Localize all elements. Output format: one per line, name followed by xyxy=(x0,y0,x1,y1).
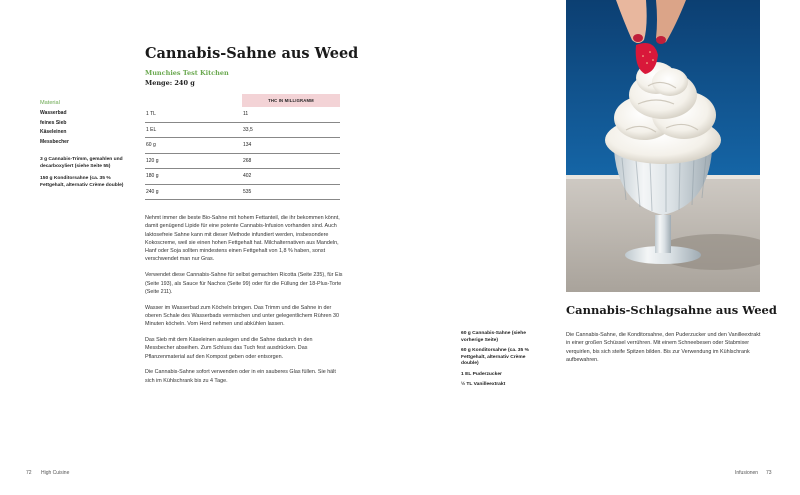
thc-table xyxy=(145,94,340,200)
table-cell-thc: 268 xyxy=(242,153,340,169)
table-cell-amount: 240 g xyxy=(145,184,242,200)
ingredients-list-whipped xyxy=(461,331,541,389)
ingredient-item: 3 g Cannabis-Trimm, gemahlen und decarboxyliert (siehe Seite 55) xyxy=(40,157,123,169)
ingredient-item: 1 EL Puderzucker xyxy=(461,371,502,377)
material-item: Wasserbad xyxy=(40,110,67,116)
recipe-instructions xyxy=(145,214,343,393)
recipe-source: Munchies Test Kitchen xyxy=(145,69,229,77)
sundae-illustration xyxy=(566,0,760,292)
paragraph: Wasser im Wasserbad zum Köcheln bringen. Das Trimm und die Sahne in der oberen Schale des Wasserbads vermischen und unter gelegentlichem Rühren 30 Minuten köcheln. Vom Herd nehmen und abkühlen lassen. xyxy=(145,304,339,328)
whipped-instructions: Die Cannabis-Sahne, die Konditorsahne, den Puderzucker und den Vanilleextrakt in einer großen Schüssel verrühren. Mit einem Schneebesen oder Stabmixer verquirlen, bis sich steife Spitzen bilden. Bis zur Verwendung im Kühlschrank aufbewahren. xyxy=(566,332,761,363)
footer-section: High Cuisine xyxy=(41,470,70,476)
recipe-title: Cannabis-Sahne aus Weed xyxy=(145,45,359,62)
materials-heading: Material xyxy=(40,100,60,106)
ingredient-item: ½ TL Vanilleextrakt xyxy=(461,382,506,387)
paragraph: Das Sieb mit dem Käseleinen auslegen und die Sahne dadurch in den Messbecher abseihen. Zum Schluss das Tuch fest ausdrücken. Das Pflanzenmaterial auf den Kompost geben oder entsorgen. xyxy=(145,337,313,360)
ingredient-item: 150 g Konditorsahne (ca. 35 % Fettgehalt, alternativ Crème double) xyxy=(40,176,124,188)
table-row xyxy=(145,184,340,200)
paragraph: Die Cannabis-Sahne sofort verwenden oder in ein sauberes Glas füllen. Sie hält sich im Kühlschrank bis zu 4 Tage. xyxy=(145,369,336,384)
footer-page-number-right: 73 xyxy=(766,470,772,476)
table-cell-amount: 180 g xyxy=(145,169,242,185)
material-item: Käseleinen xyxy=(40,129,67,135)
material-item: feines Sieb xyxy=(40,119,67,126)
table-row xyxy=(145,107,340,122)
paragraph: Verwendet diese Cannabis-Sahne für selbst gemachten Ricotta (Seite 235), für Eis (Seite 193), als Sauce für Nachos (Seite 99) oder für die Füllung der 18-Plus-Torte (Seite 211). xyxy=(145,272,343,295)
materials-list xyxy=(40,110,69,148)
table-cell-thc: 402 xyxy=(242,169,340,185)
whipped-cream-photo xyxy=(566,0,760,292)
table-cell-thc: 134 xyxy=(242,138,340,154)
ingredient-item: 60 g Cannabis-Sahne (siehe vorherige Seite) xyxy=(461,331,526,343)
paragraph: Nehmt immer die beste Bio-Sahne mit hohem Fettanteil, die ihr bekommen könnt, damit genügend Lipide für eine potente Cannabis-Infusion vorhanden sind. Auch laktosefreie Sahne kann mit dieser Methode infundiert werden, insbesondere Kokoscreme, weil sie einen hohen Fettgehalt hat. Milchalternativen aus Mandeln, Hanf oder Soja sollten mindestens einen Fettgehalt von 1,8 % haben, sonst verschwendet man nur Gras. xyxy=(145,215,340,263)
footer-page-number: 72 xyxy=(26,470,32,476)
table-row xyxy=(145,153,340,169)
table-cell-thc: 11 xyxy=(242,107,340,122)
table-cell-amount: 1 EL xyxy=(145,122,242,138)
table-cell-thc: 33,5 xyxy=(242,122,340,138)
material-item: Messbecher xyxy=(40,138,69,145)
table-row xyxy=(145,138,340,154)
table-cell-thc: 535 xyxy=(242,184,340,200)
table-row xyxy=(145,122,340,138)
ingredient-item: 60 g Konditorsahne (ca. 35 % Fettgehalt, alternativ Crème double) xyxy=(461,348,529,366)
table-cell-amount: 1 TL xyxy=(145,107,242,122)
table-cell-amount: 120 g xyxy=(145,153,242,169)
thc-table-header: THC IN MILLIGRAMM xyxy=(242,94,340,107)
recipe-title-whipped: Cannabis-Schlagsahne aus Weed xyxy=(566,303,777,317)
recipe-amount: Menge: 240 g xyxy=(145,79,195,87)
table-row xyxy=(145,169,340,185)
table-cell-amount: 60 g xyxy=(145,138,242,154)
footer-section-right: Infusionen xyxy=(735,470,759,476)
